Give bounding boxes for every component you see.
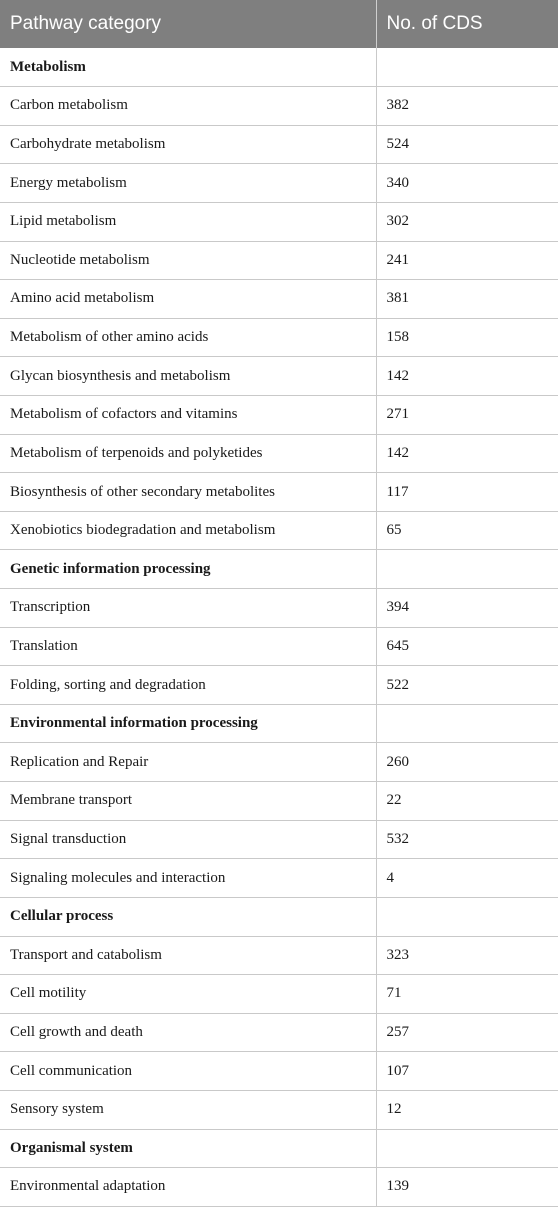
table-row xyxy=(0,318,558,357)
pathway-name: Transcription xyxy=(0,589,376,628)
category-name: Cellular process xyxy=(0,897,376,936)
cds-count: 117 xyxy=(376,473,558,512)
cds-count: 302 xyxy=(376,202,558,241)
pathway-name: Transport and catabolism xyxy=(0,936,376,975)
cds-count: 394 xyxy=(376,589,558,628)
table-row xyxy=(0,473,558,512)
cds-count: 532 xyxy=(376,820,558,859)
table-row xyxy=(0,743,558,782)
cds-count xyxy=(376,550,558,589)
pathway-name: Environmental adaptation xyxy=(0,1168,376,1207)
category-name: Organismal system xyxy=(0,1129,376,1168)
pathway-name: Nucleotide metabolism xyxy=(0,241,376,280)
category-row xyxy=(0,48,558,87)
cds-count: 142 xyxy=(376,434,558,473)
table-row xyxy=(0,357,558,396)
header-pathway-category: Pathway category xyxy=(0,0,376,48)
pathway-name: Membrane transport xyxy=(0,782,376,821)
cds-count: 142 xyxy=(376,357,558,396)
pathway-name: Metabolism of cofactors and vitamins xyxy=(0,395,376,434)
pathway-name: Carbohydrate metabolism xyxy=(0,125,376,164)
cds-count: 71 xyxy=(376,975,558,1014)
category-row xyxy=(0,550,558,589)
category-name: Metabolism xyxy=(0,48,376,87)
table-row xyxy=(0,666,558,705)
table-row xyxy=(0,1013,558,1052)
cds-count: 524 xyxy=(376,125,558,164)
cds-count: 139 xyxy=(376,1168,558,1207)
pathway-name: Carbon metabolism xyxy=(0,87,376,126)
cds-count: 323 xyxy=(376,936,558,975)
table-row xyxy=(0,1090,558,1129)
category-name: Environmental information processing xyxy=(0,704,376,743)
table-row xyxy=(0,125,558,164)
pathway-name: Translation xyxy=(0,627,376,666)
table-row xyxy=(0,434,558,473)
table-row xyxy=(0,395,558,434)
cds-count: 22 xyxy=(376,782,558,821)
cds-count: 522 xyxy=(376,666,558,705)
pathway-name: Cell communication xyxy=(0,1052,376,1091)
category-row xyxy=(0,897,558,936)
pathway-name: Energy metabolism xyxy=(0,164,376,203)
cds-count: 382 xyxy=(376,87,558,126)
cds-count: 257 xyxy=(376,1013,558,1052)
category-row xyxy=(0,704,558,743)
cds-count xyxy=(376,48,558,87)
table-body xyxy=(0,48,558,1206)
pathway-name: Biosynthesis of other secondary metabolites xyxy=(0,473,376,512)
cds-count: 260 xyxy=(376,743,558,782)
table-row xyxy=(0,936,558,975)
pathway-name: Xenobiotics biodegradation and metabolism xyxy=(0,511,376,550)
header-no-of-cds: No. of CDS xyxy=(376,0,558,48)
table-row xyxy=(0,164,558,203)
table-row xyxy=(0,1052,558,1091)
table-row xyxy=(0,782,558,821)
table-row xyxy=(0,241,558,280)
table-header-row xyxy=(0,0,558,48)
pathway-name: Glycan biosynthesis and metabolism xyxy=(0,357,376,396)
pathway-name: Folding, sorting and degradation xyxy=(0,666,376,705)
pathway-name: Replication and Repair xyxy=(0,743,376,782)
cds-count: 241 xyxy=(376,241,558,280)
table-row xyxy=(0,202,558,241)
cds-count: 158 xyxy=(376,318,558,357)
pathway-name: Sensory system xyxy=(0,1090,376,1129)
table-row xyxy=(0,859,558,898)
cds-count: 4 xyxy=(376,859,558,898)
cds-count: 340 xyxy=(376,164,558,203)
table-row xyxy=(0,820,558,859)
table-row xyxy=(0,280,558,319)
cds-count: 271 xyxy=(376,395,558,434)
pathway-name: Metabolism of terpenoids and polyketides xyxy=(0,434,376,473)
table-row xyxy=(0,87,558,126)
category-row xyxy=(0,1129,558,1168)
pathway-name: Signaling molecules and interaction xyxy=(0,859,376,898)
table-row xyxy=(0,975,558,1014)
table-row xyxy=(0,511,558,550)
pathway-name: Lipid metabolism xyxy=(0,202,376,241)
cds-count xyxy=(376,1129,558,1168)
table-row xyxy=(0,627,558,666)
cds-count: 645 xyxy=(376,627,558,666)
cds-count: 12 xyxy=(376,1090,558,1129)
cds-count: 65 xyxy=(376,511,558,550)
cds-count: 381 xyxy=(376,280,558,319)
pathway-name: Cell growth and death xyxy=(0,1013,376,1052)
category-name: Genetic information processing xyxy=(0,550,376,589)
table-row xyxy=(0,589,558,628)
table-row xyxy=(0,1168,558,1207)
pathway-name: Metabolism of other amino acids xyxy=(0,318,376,357)
cds-count xyxy=(376,704,558,743)
cds-count: 107 xyxy=(376,1052,558,1091)
pathway-name: Cell motility xyxy=(0,975,376,1014)
cds-count xyxy=(376,897,558,936)
pathway-name: Amino acid metabolism xyxy=(0,280,376,319)
pathway-name: Signal transduction xyxy=(0,820,376,859)
